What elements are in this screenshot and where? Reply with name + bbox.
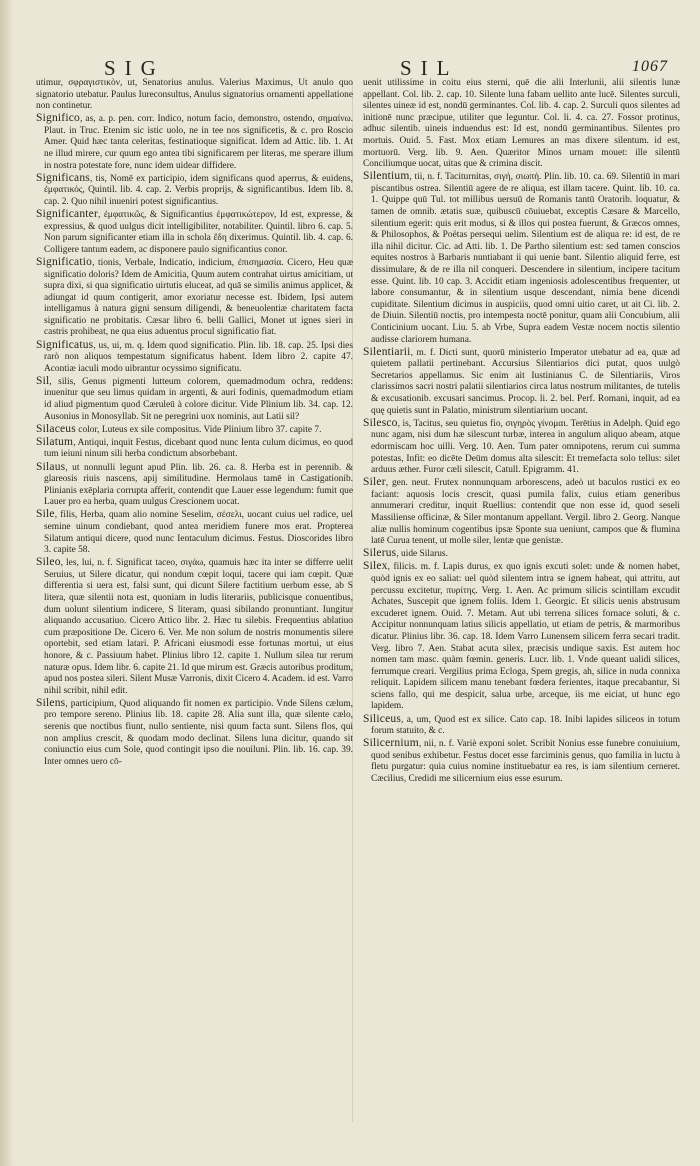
entry-text: , ἐμφατικῶς, & Significantius ἐμφατικώτερον, Id est, expresse, & expressius, & quod uulgus dicit intelligibiliter, notabiliter. Quintil. libro 6. cap. 5. Non parum significanter etiam illa in schola ἔδη dixerimus. Quintil. lib. 4. cap. 6. Colligere tantum eadem, ac disponere paulo significantius conor.	[44, 210, 353, 255]
headword: Silens	[36, 696, 66, 709]
dictionary-entry	[36, 113, 353, 172]
dictionary-entry	[36, 557, 353, 697]
page-number: 1067	[632, 58, 668, 75]
entry-text: , tis, Nomē ex participio, idem significans quod aperrus, & euidens, ἐμφατικός, Quintil. lib. 4. cap. 2. Verbis proprijs, & significantibus. Idem lib. 8. cap. 2. Quo nihil inueniri potest significantius.	[44, 173, 353, 207]
headword: Silex	[363, 560, 388, 573]
headword: Significatus	[36, 338, 94, 351]
headword: Significans	[36, 171, 90, 184]
dictionary-entry	[363, 548, 680, 561]
entry-text: color, Luteus ex sile compositus. Vide Plinium libro 37. capite 7.	[75, 424, 322, 435]
entry-text: , nii, n. f. Variè exponi solet. Scribit Nonius esse funebre conuiuium, quod senibus exhibetur. Festus docet esse farciminis genus, quo familia in luctu à fletu purgatur: quia cuius nomine instituebatur ea res, is iam silentium cerneret. Cæcilius, Credidi me silicernium eius esse esurum.	[371, 739, 680, 785]
dictionary-entry	[363, 738, 680, 785]
dictionary-entry	[36, 437, 353, 461]
entry-text: , filicis. m. f. Lapis durus, ex quo ignis excuti solet: unde & nomen habet, quòd ignis ex eo saliat: uel quòd silentem intra se ignem habeat, qui attritu, aut percussu excitetur, πυρίτης. Verg. 1. Aen. Ac primum silicis scintillam excudit Achates, Suscepit que ignem foliis. Idem 1. Georgic. Et silicis uenis abstrusum excuderet ignem. Ouid. 7. Metam. Aut ubi terrena silices fornace soluti, & c. Accipitur nonnunquam latius silicis appellatio, ut etiam de petris, & marmoribus dicatur. Plinius libr. 36. cap. 18. Idem Varro Lunensem silicem ferra secari tradit. Verg. libro 7. Aen. Stabat acuta silex, præcisis undique saxis. Est autem hoc nomen tam masc. quàm fœmin. generis. Lucr. lib. 1. Vnde queant ualidi silices, ferrumque creari. Vergilius prima Ecloga, Spem gregis, ah, silice in nuda connixa reliquit. Lapidem silicem manu tenebant fœdera ferientes, itaque precabantur, Si sciens fallo, qui me despicit, salua urbe, arceque, iis me eiciat, ut hunc ego lapidem.	[371, 562, 680, 712]
entry-text: , gen. neut. Frutex nonnunquam arborescens, adeò ut baculos rustici ex eo faciant: aquosis locis crescit, quasi pumila falix, cuius etiam generibus annumerari creditur, inquit Ruellius: contendit que non esse id, quod seseli Massiliense officinæ, & Siler montanum appellant. Vergil. libro 2. Georg. Nanque aliæ nullis hominum cogentibus ipsæ Sponte sua ueniunt, campos que & flumina latē Curua tenent, ut molle siler, lentæ que genistæ.	[371, 478, 680, 547]
entry-text: , silis, Genus pigmenti lutteum colorem, quemadmodum ochra, reddens: inuenitur que seu limus quidam in argenti, & auri fodinis, quemadmodum etiam id aliud pigmentum quod Cæruleū à colore dicitur. Vide Plinium lib. 34. cap. 12. Ausonius in Monosyllab. Sit ne peregrini uox nominis, aut Latii sil?	[44, 376, 353, 422]
entry-text: , us, ui, m. q. Idem quod significatio. Plin. lib. 18. cap. 25. Ipsi dies rarò non aliquos tempestatum significatus habent. Idem libro 2. capite 47. Acontiæ iaculi modo uibrantur ocyssimo significatu.	[44, 340, 353, 374]
dictionary-entry	[36, 509, 353, 556]
headword: Significanter	[36, 208, 98, 221]
headword: Silentium	[363, 170, 410, 183]
headword: Silesco	[363, 416, 398, 429]
dictionary-entry	[36, 462, 353, 509]
dictionary-entry	[36, 209, 353, 256]
headword: Sileo	[36, 556, 61, 569]
entry-text: , tii, n. f. Taciturnitas, σιγή, σιωπή. Plin. lib. 10. ca. 69. Silentiū in mari piscantibus ostrea. Silentiū agere de re aliqua, est illam tacere. Quint. lib. 10. ca. 1. Quippe quū Tul. tot millibus uersuū de Romanis tantū Oratorib. loquatur, & tamen de omnib. ætatis suæ, quibuscū cōuiuebat, exceptis Cæsare & Marcello, silentium egerit: quis erit modus, si & illos qui postea fuerunt, & Græcos omnes, & Philosophos, & Poëtas persequi uelim. Silentium est de aliqua re: id est, de re illa nihil dicitur. Cic. ad Atti. lib. 1. De Partho silentium est: sed tamen conscios equites nostros à Barbaris nuntiabant ii qui uenie bant. Silentio aliquid ferre, est dissimulare, & de re illa nil conqueri. Descendere in silentium, incipere tacitum esse. Quint. lib. 10 cap. 3. Accidit etiam ingeniosis adolescentibus frequenter, ut labore consumantur, & in silentium usque descendant, nimia bene dicendi cupiditate. Silentium dicimus in auspiciis, quod omni uitio caret, ut ait Ci. lib. 2. de Diuin. Silentiū noctis, pro intempesta noctē ponitur, quam alii Concubium, alii Conticinium uocant. Liu. 5. ab Vrbe, Supra eadem Vestæ nocem noctis silentio audisse clariorem humana.	[371, 172, 680, 345]
headword: Silerus	[363, 547, 397, 560]
right-column	[363, 78, 680, 786]
dictionary-entry	[36, 340, 353, 376]
entry-text: , ut nonnulli legunt apud Plin. lib. 26. ca. 8. Herba est in perennib. & glareosis riuis nascens, apij similitudine. Hermolaus tamē in Castigationib. Plinianis exēplaria corrupta afferit, contendit que Lauer esse legendum: fumit que Lauer pro ea herba, quam uulgus Crescionem uocat.	[44, 462, 353, 508]
dictionary-entry	[363, 418, 680, 477]
dictionary-entry	[36, 376, 353, 423]
dictionary-entry	[36, 173, 353, 209]
running-head-right: SIL	[400, 56, 459, 80]
entry-continuation	[363, 78, 680, 171]
dictionary-entry	[363, 477, 680, 548]
headword: Significo	[36, 112, 80, 125]
dictionary-entry	[363, 347, 680, 418]
dictionary-entry	[36, 424, 353, 437]
dictionary-entry	[363, 714, 680, 738]
headword: Silentiarii	[363, 345, 411, 358]
headword: Silatum	[36, 435, 74, 448]
entry-continuation	[36, 78, 353, 113]
entry-text: , as, a. p. pen. corr. Indico, notum facio, demonstro, ostendo, σημαίνω. Plaut. in Truc. Etenim sic istic uolo, ne in tee nos significetis, & c. pro Roscio Amer. Quid hæc tanta celeritas, festinatioque significat. Idem ad Attic. lib. 1. At ne illud mirere, cur quum ego antea tibi significarem per literas, me sperare illum in nostra potestate fore, nunc idem uidear diffidere.	[44, 114, 353, 171]
headword: Silaus	[36, 460, 66, 473]
headword: Significatio	[36, 255, 93, 268]
entry-text: , a, um, Quod est ex silice. Cato cap. 18. Inibi lapides siliceos in totum forum statuito, & c.	[371, 714, 680, 737]
dictionary-entry	[363, 561, 680, 713]
spine-shadow	[0, 0, 14, 1166]
entry-text: , Antiqui, inquit Festus, dicebant quod nunc Ienta culum dicimus, eo quod tum ieiuni ninum sili herba condictum absorbebant.	[44, 437, 353, 460]
dictionary-entry	[36, 698, 353, 769]
headword: Siler	[363, 476, 386, 489]
entry-text: uenit utilissime in coitu eius sterni, quē die alii Interlunii, alii silentis lunæ appellant. Col. lib. 2. cap. 10. Silente luna fabam uellito ante lucē. Silentes surculi, silentes uineæ id est, nondū germinantes. Col. lib. 4. cap. 2. Surculi quos silentes ad initionē nunc præcipue, utiliter que leguntur. Col. li. 4. ca. 27. Fossor protinus, adhuc silentib. uineis induendus est: Id est, nondū germinantibus. Silentes pro mortuis. Ouid. 5. Fast. Mox etiam Lemures an mas dixere silentum. id est, mortuorū. Verg. lib. 9. Aen. Quæritor Minos urnam mouet: ille silentū Conciliumque uocat, uitas que & crimina discit.	[363, 78, 680, 170]
entry-text: , m. f. Dicti sunt, quorū ministerio Imperator utebatur ad ea, quæ ad quietem pallatii pertinebant. Accursius Silentiarios dici putat, quos uulgò Secretarios appellamus. Sic enim ait Iustinianus C. de Silentiariis, Viros clarissimos sacri nostri palatii silentiarios circa latus nostrum militantes, de tutelis & excusationib. excusari sancimus. Procop. li. 2. bel. Perf. Romani, inquit, ad ea quę quietis sunt in Palatio, ministrum silentiarium uocant.	[371, 347, 680, 416]
entry-text: , participium, Quod aliquando fit nomen ex participio. Vnde Silens cælum, pro tempore sereno. Plinius lib. 18. capite 28. Alia sunt illa, quæ silente cælo, serenis que noctibus fiunt, nullo sentiente, nisi quum facta sunt. Silens flos, qui non amplius crescit, & quodam modo declinat. Silens luna dicitur, quando sit coniunctio eius cum Sole, quod contingit ipso die nouiluni. Plin. lib. 16. cap. 39. Inter omnes uero cō-	[44, 698, 353, 767]
entry-text: , is, Tacitus, seu quietus fio, σιγηρὸς γίνομαι. Terētius in Adelph. Quid ego nunc agam, nisi dum hæ silescunt turbæ, interea in angulum aliquo abeam, atque edormiscam hoc uilli. Verg. 10. Aen. Tum pater omnipotens, rerum cui summa potestas, Infit: eo dicēte Deūm domus alta silescit: Et tremefacta solo tellus: silet arduus æther. Furor cæli silescit, Catull. Epigramm. 41.	[371, 418, 680, 476]
dictionary-entry	[36, 257, 353, 339]
headword: Sil	[36, 374, 50, 387]
running-head-left: SIG	[104, 56, 165, 80]
text-columns	[36, 78, 680, 786]
entry-text: , filis, Herba, quam alio nomine Seselim, σέσελι, uocant cuius uel radice, uel semine uinum condiebant, quod antea meridiem funere mos erat. Propterea Silatum antiqui dicere, quod nunc Ientaculum dicimus. Festus. Dioscorides libro 3. capite 58.	[44, 510, 353, 556]
entry-text: , les, lui, n. f. Significat taceo, σιγάω, quamuis hæc ita inter se differre uelit Seruius, ut Silere dicatur, qui nondum cœpit loqui, tacere qui iam cœpit. Quæ differentia si uera est, falsi sunt, qui dicunt Silere factitium uerbum esse, ab S litera, quæ silentii nota est, quoniam in ludis literariis, publicisque conuentibus, dum uolunt silentium indicere, S literam, quasi sibilando pronuntiant. Iungitur aliquando accusatiuo. Cicero Attico libr. 2. Hæc tu silebis. Frequentius ablatiuo cum præpositione De. Cicero 6. Ver. Me non solum de nostris monumentis silere oportebit, sed etiam latari. P. Africani eiusmodi esse fortunas mortui, ut eius honore, & c. Passiuum habet. Plinius libro 12. capite 1. Nullum silea tur rerum naturæ opus. Idem libr. 6. capite 21. Id que mirum est. Græcis autoribus proditum, apud nos postea sileri. Silent Musæ Varronis, dixit Cicero 4. Academ. id est. Varro nihil scribit, nihil edit.	[44, 558, 353, 696]
left-column	[36, 78, 353, 786]
headword: Silicernium	[363, 737, 419, 750]
dictionary-entry	[363, 171, 680, 346]
entry-text: , uide Silarus.	[396, 549, 448, 560]
headword: Silaceus	[36, 422, 76, 435]
headword: Sile	[36, 508, 55, 521]
entry-text: utimur, σφραγιστικὸν, ut, Senatorius anulus. Valerius Maximus, Ut anulo quo signatorio utebatur. Paulus Iureconsultus, Anulus signatorius ornamenti appellatione non continetur.	[36, 78, 353, 112]
running-head	[36, 14, 680, 80]
headword: Siliceus	[363, 712, 402, 725]
entry-text: , tionis, Verbale, Indicatio, indicium, ἐπισημασία. Cicero, Heu quæ significatio doloris? Idem de Amicitia, Quum autem contrahat uirtus amicitiam, ut supra dixi, si qua significatio uirtutis eluceat, ad quā se similis animus applicet, & adiungat id quum contigerit, amor exoriatur necesse est. Ibidem, Ipsi autem intelligamus à natura gigni sensum diligendi, & beneuolentiæ charitatem facta significatio ne probitatis. Cæsar libro 6. belli Gallici, Monet ut ignes sieri in castris prohibeat, ne qua eius aduentus procul significatio fiat.	[44, 257, 353, 338]
